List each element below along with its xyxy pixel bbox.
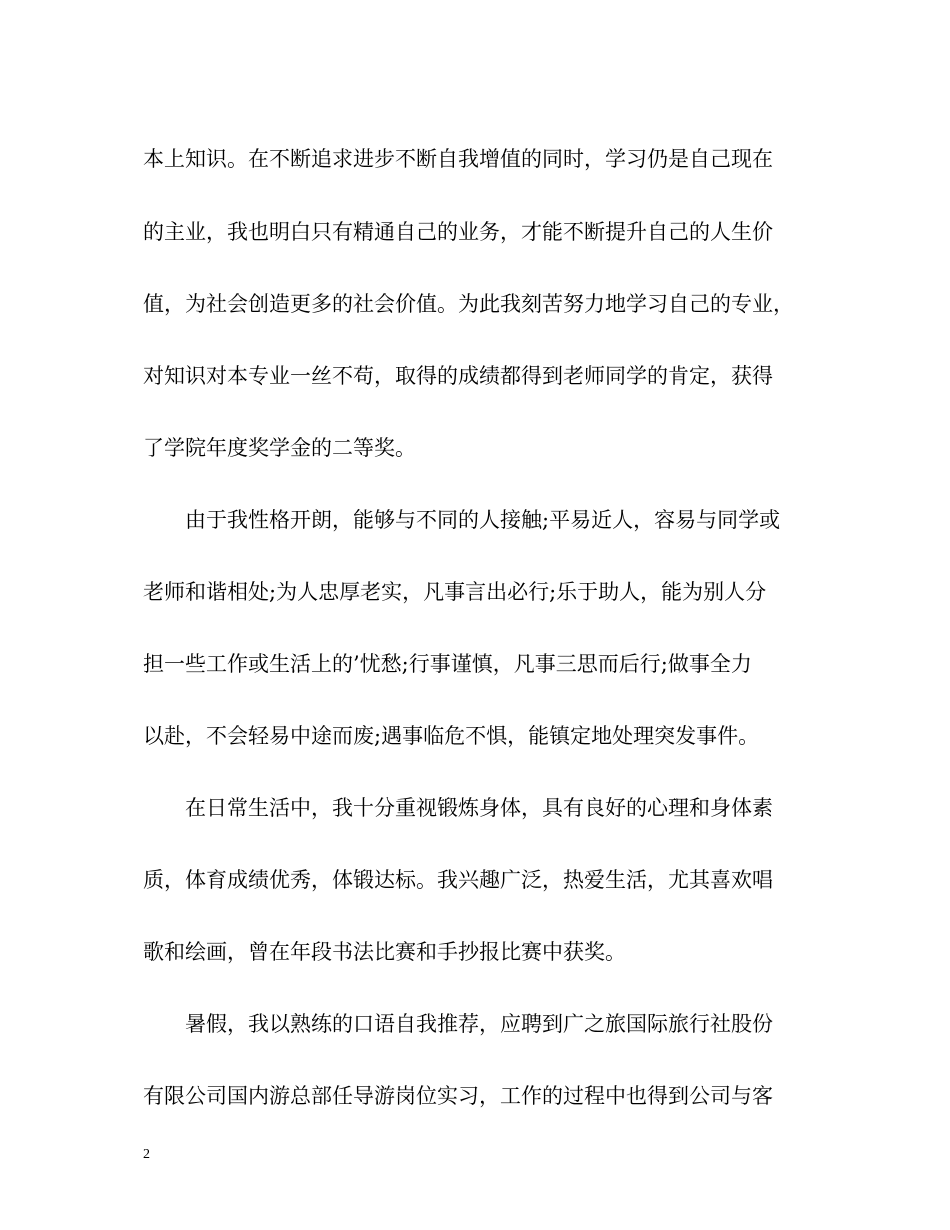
text-line: 老师和谐相处;为人忠厚老实，凡事言出必行;乐于助人，能为别人分 bbox=[143, 580, 767, 604]
paragraph-first-line: 由于我性格开朗，能够与不同的人接触;平易近人，容易与同学或 bbox=[185, 508, 781, 532]
text-line: 的主业，我也明白只有精通自己的业务，才能不断提升自己的人生价 bbox=[143, 220, 773, 244]
text-line: 质，体育成绩优秀，体锻达标。我兴趣广泛，热爱生活，尤其喜欢唱 bbox=[143, 868, 773, 892]
text-line: 本上知识。在不断追求进步不断自我增值的同时，学习仍是自己现在 bbox=[143, 147, 773, 171]
text-line: 对知识对本专业一丝不苟，取得的成绩都得到老师同学的肯定，获得 bbox=[143, 364, 773, 388]
text-line: 了学院年度奖学金的二等奖。 bbox=[143, 436, 416, 460]
page-number: 2 bbox=[143, 1147, 150, 1162]
text-line: 以赴，不会轻易中途而废;遇事临危不惧，能镇定地处理突发事件。 bbox=[143, 724, 760, 748]
paragraph-first-line: 在日常生活中，我十分重视锻炼身体，具有良好的心理和身体素 bbox=[185, 796, 773, 820]
text-line: 歌和绘画，曾在年段书法比赛和手抄报比赛中获奖。 bbox=[143, 940, 626, 964]
text-line: 值，为社会创造更多的社会价值。为此我刻苦努力地学习自己的专业， bbox=[143, 292, 794, 316]
text-line: 担一些工作或生活上的’忧愁;行事谨慎，凡事三思而后行;做事全力 bbox=[143, 652, 752, 676]
text-line: 有限公司国内游总部任导游岗位实习，工作的过程中也得到公司与客 bbox=[143, 1084, 773, 1108]
paragraph-first-line: 暑假，我以熟练的口语自我推荐，应聘到广之旅国际旅行社股份 bbox=[185, 1012, 773, 1036]
